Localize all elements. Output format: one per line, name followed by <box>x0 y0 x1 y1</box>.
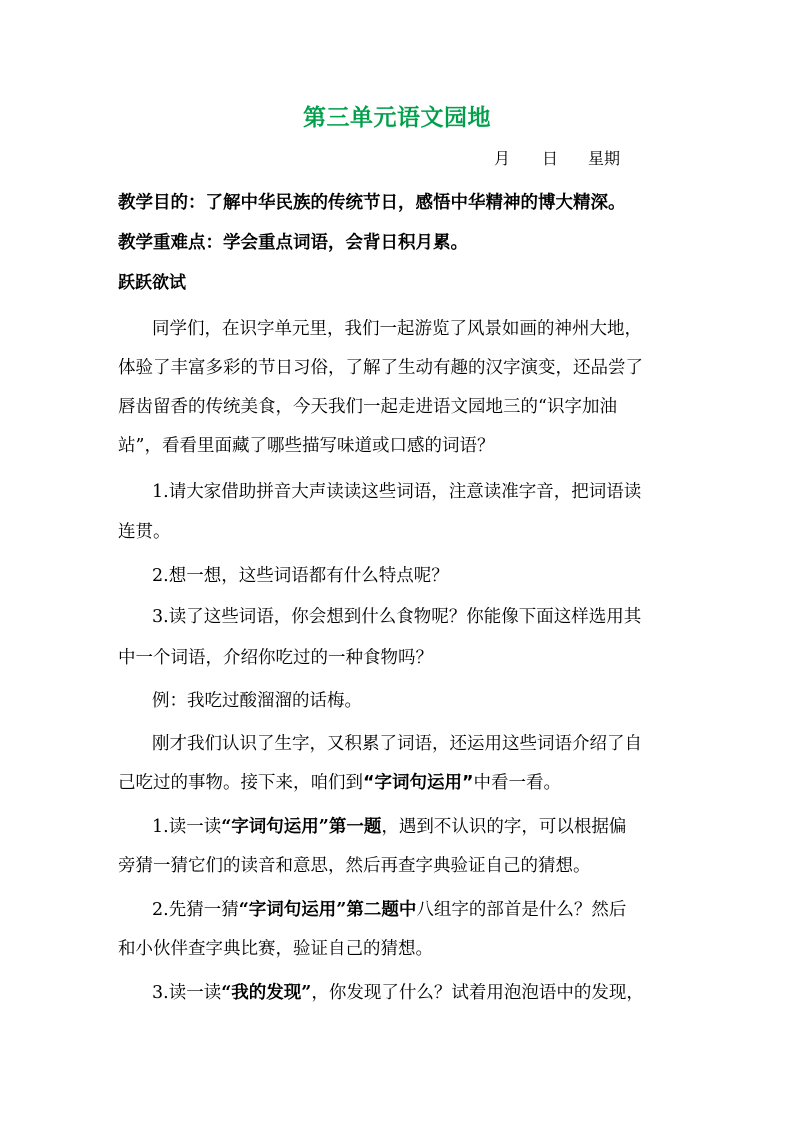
paragraph-line <box>152 814 722 840</box>
difficulty-text: 学会重点词语，会背日积月累。 <box>223 233 468 253</box>
text-run: 八组字的部首是什么？然后 <box>416 900 627 920</box>
objective-text: 了解中华民族的传统节日，感悟中华精神的博大精深。 <box>205 193 626 213</box>
page-title: 第三单元语文园地 <box>303 105 491 131</box>
objective-line <box>118 190 688 216</box>
text-run: ，遇到不认识的字，可以根据偏 <box>381 817 627 837</box>
objective-label: 教学目的： <box>118 193 206 213</box>
bold-phrase: “字词句运用”第二题中 <box>238 900 417 920</box>
date-month: 月 <box>494 149 511 168</box>
paragraph-line: 2.想一想，这些词语都有什么特点呢？ <box>152 566 449 586</box>
text-run: 3.读一读 <box>152 983 222 1003</box>
paragraph-line: 唇齿留香的传统美食，今天我们一起走进语文园地三的“识字加油 <box>118 397 617 417</box>
difficulty-label: 教学重难点： <box>118 233 223 253</box>
paragraph-line: 例：我吃过酸溜溜的话梅。 <box>152 691 362 711</box>
paragraph-line <box>152 897 722 923</box>
text-run: ，你发现了什么？试着用泡泡语中的发现， <box>311 983 644 1003</box>
paragraph-line: 刚才我们认识了生字，又积累了词语，还运用这些词语介绍了自 <box>152 734 642 754</box>
date-day: 日 <box>542 149 559 168</box>
paragraph-line: 连贯。 <box>118 522 171 542</box>
bold-phrase: “我的发现” <box>221 983 312 1003</box>
section-heading: 跃跃欲试 <box>118 273 186 293</box>
paragraph-line: 和小伙伴查字典比赛，验证自己的猜想。 <box>118 939 433 959</box>
paragraph-line: 同学们，在识字单元里，我们一起游览了风景如画的神州大地， <box>152 319 642 339</box>
bold-phrase: “字词句运用”第一题 <box>221 817 382 837</box>
paragraph-line: 1.请大家借助拼音大声读读这些词语，注意读准字音，把词语读 <box>152 482 642 502</box>
text-run: 中看一看。 <box>473 773 562 793</box>
text-run: 己吃过的事物。接下来，咱们到 <box>118 773 363 793</box>
date-line <box>494 148 620 170</box>
paragraph-line <box>118 770 688 796</box>
text-run: 1.读一读 <box>152 817 222 837</box>
text-run: 2.先猜一猜 <box>152 900 239 920</box>
paragraph-line <box>152 980 722 1006</box>
difficulty-line <box>118 230 688 256</box>
paragraph-line: 中一个词语，介绍你吃过的一种食物吗？ <box>118 648 433 668</box>
paragraph-line: 3.读了这些词语，你会想到什么食物呢？你能像下面这样选用其 <box>152 607 642 627</box>
paragraph-line: 站”，看看里面藏了哪些描写味道或口感的词语？ <box>118 436 495 456</box>
paragraph-line: 体验了丰富多彩的节日习俗，了解了生动有趣的汉字演变，还品尝了 <box>118 358 643 378</box>
paragraph-line: 旁猜一猜它们的读音和意思，然后再查字典验证自己的猜想。 <box>118 856 591 876</box>
bold-phrase: “字词句运用” <box>363 773 474 793</box>
date-weekday: 星期 <box>588 149 621 168</box>
